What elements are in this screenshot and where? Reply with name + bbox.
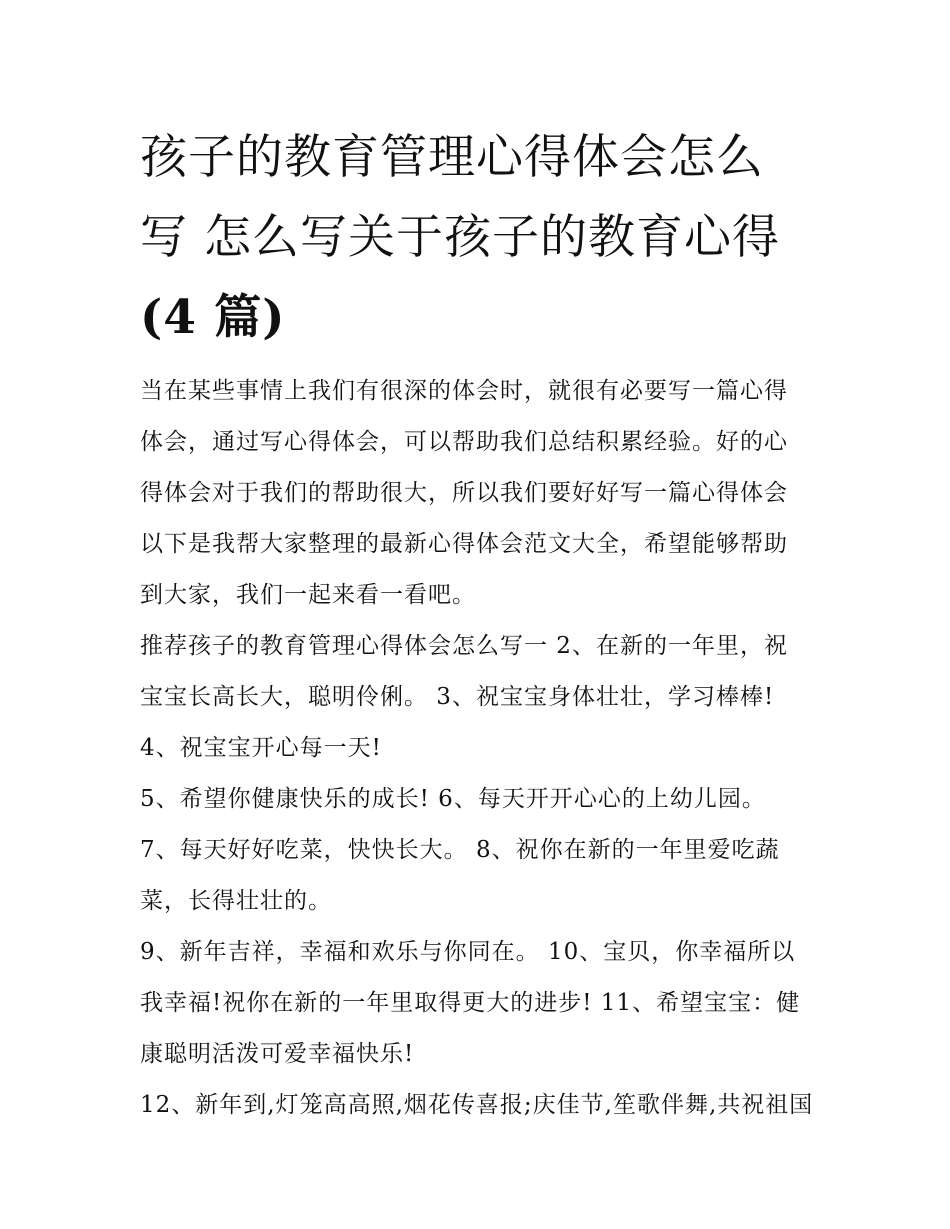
text-line: 体会，通过写心得体会，可以帮助我们总结积累经验。好的心: [140, 429, 788, 455]
text-line: 4、祝宝宝开心每一天!: [140, 735, 382, 761]
title-line: 孩子的教育管理心得体会怎么: [140, 130, 764, 185]
title-line: (4 篇): [140, 290, 286, 345]
text-line: 推荐孩子的教育管理心得体会怎么写一 2、在新的一年里，祝: [140, 633, 788, 659]
text-line: 到大家，我们一起来看一看吧。: [140, 582, 476, 608]
text-line: 得体会对于我们的帮助很大，所以我们要好好写一篇心得体会: [140, 480, 788, 506]
text-line: 以下是我帮大家整理的最新心得体会范文大全，希望能够帮助: [140, 531, 788, 557]
text-line: 9、新年吉祥，幸福和欢乐与你同在。 10、宝贝，你幸福所以: [140, 939, 796, 965]
text-line: 5、希望你健康快乐的成长! 6、每天开开心心的上幼儿园。: [140, 786, 766, 812]
title-line: 写 怎么写关于孩子的教育心得: [140, 210, 780, 265]
intro-paragraph: [140, 366, 820, 621]
text-line: 菜，长得壮壮的。: [140, 888, 332, 914]
text-line: 12、新年到,灯笼高高照,烟花传喜报;庆佳节,笙歌伴舞,共祝祖国: [140, 1092, 814, 1118]
text-line: 我幸福!祝你在新的一年里取得更大的进步! 11、希望宝宝：健: [140, 990, 801, 1016]
text-line: 宝宝长高长大，聪明伶俐。 3、祝宝宝身体壮壮，学习棒棒!: [140, 684, 775, 710]
text-line: 7、每天好好吃菜，快快长大。 8、祝你在新的一年里爱吃蔬: [140, 837, 780, 863]
text-line: 当在某些事情上我们有很深的体会时，就很有必要写一篇心得: [140, 378, 788, 404]
document-title: [140, 118, 820, 358]
body-paragraph: [140, 621, 820, 1131]
document-content: [140, 118, 820, 1131]
text-line: 康聪明活泼可爱幸福快乐!: [140, 1041, 415, 1067]
